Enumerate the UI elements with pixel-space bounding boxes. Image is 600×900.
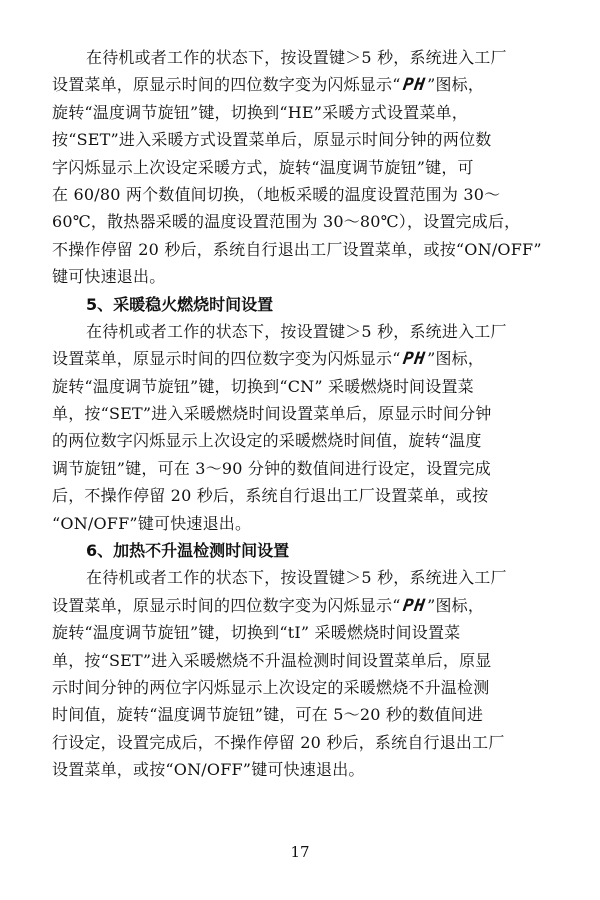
text-fragment: ”图标，	[427, 595, 485, 615]
text-line: 字闪烁显示上次设定采暖方式，旋转“温度调节旋钮”键，可	[52, 157, 474, 177]
text-line: 键可快速退出。	[52, 267, 166, 287]
document-page	[52, 44, 552, 784]
text-fragment: ”图标，	[427, 75, 485, 95]
text-line: 60℃，散热器采暖的温度设置范围为 30～80℃），设置完成后，	[52, 212, 521, 232]
text-line: 在待机或者工作的状态下，按设置键＞5 秒，系统进入工厂	[86, 48, 507, 67]
text-line: 旋转“温度调节旋钮”键，切换到“CN” 采暖燃烧时间设置菜	[52, 376, 474, 396]
text-line	[52, 71, 552, 98]
text-line: 后，不操作停留 20 秒后，系统自行退出工厂设置菜单，或按	[52, 486, 489, 506]
text-fragment: 设置菜单，原显示时间的四位数字变为闪烁显示“	[52, 75, 401, 95]
section-heading-5: 5、采暖稳火燃烧时间设置	[86, 294, 274, 314]
text-line: 在待机或者工作的状态下，按设置键＞5 秒，系统进入工厂	[86, 321, 507, 341]
text-line: 不操作停留 20 秒后，系统自行退出工厂设置菜单，或按“ON/OFF”	[52, 239, 542, 259]
paragraph-factory-menu-cn	[52, 318, 552, 537]
paragraph-factory-menu-ti	[52, 564, 552, 783]
text-line: “ON/OFF”键可快速退出。	[52, 513, 252, 533]
page-number: 17	[290, 843, 310, 861]
text-line: 示时间分钟的两位字闪烁显示上次设定的采暖燃烧不升温检测	[52, 677, 490, 697]
section-heading-6: 6、加热不升温检测时间设置	[86, 541, 290, 561]
ph-lcd-icon: PH	[401, 595, 427, 616]
text-line: 单，按“SET”进入采暖燃烧不升温检测时间设置菜单后，原显	[52, 650, 492, 670]
text-line: 旋转“温度调节旋钮”键，切换到“HE”采暖方式设置菜单，	[52, 102, 468, 122]
text-line: 在 60/80 两个数值间切换，（地板采暖的温度设置范围为 30～	[52, 184, 501, 204]
ph-lcd-icon: PH	[401, 75, 427, 96]
text-line: 的两位数字闪烁显示上次设定的采暖燃烧时间值，旋转“温度	[52, 431, 482, 451]
paragraph-factory-menu-he	[52, 44, 552, 291]
text-fragment: 设置菜单，原显示时间的四位数字变为闪烁显示“	[52, 349, 401, 369]
text-fragment: ”图标，	[427, 349, 485, 369]
text-line: 单，按“SET”进入采暖燃烧时间设置菜单后，原显示时间分钟	[52, 404, 492, 424]
ph-lcd-icon: PH	[401, 349, 427, 370]
text-line: 行设定，设置完成后，不操作停留 20 秒后，系统自行退出工厂	[52, 732, 505, 752]
text-line: 在待机或者工作的状态下，按设置键＞5 秒，系统进入工厂	[86, 568, 507, 588]
text-line: 调节旋钮”键，可在 3～90 分钟的数值间进行设定，设置完成	[52, 458, 491, 478]
text-line: 按“SET”进入采暖方式设置菜单后，原显示时间分钟的两位数	[52, 130, 492, 150]
text-line: 设置菜单，或按“ON/OFF”键可快速退出。	[52, 760, 365, 780]
text-line	[52, 345, 552, 372]
text-fragment: 设置菜单，原显示时间的四位数字变为闪烁显示“	[52, 595, 401, 615]
text-line	[52, 592, 552, 619]
text-line: 时间值，旋转“温度调节旋钮”键，可在 5～20 秒的数值间进	[52, 705, 484, 725]
text-line: 旋转“温度调节旋钮”键，切换到“tI” 采暖燃烧时间设置菜	[52, 623, 461, 643]
